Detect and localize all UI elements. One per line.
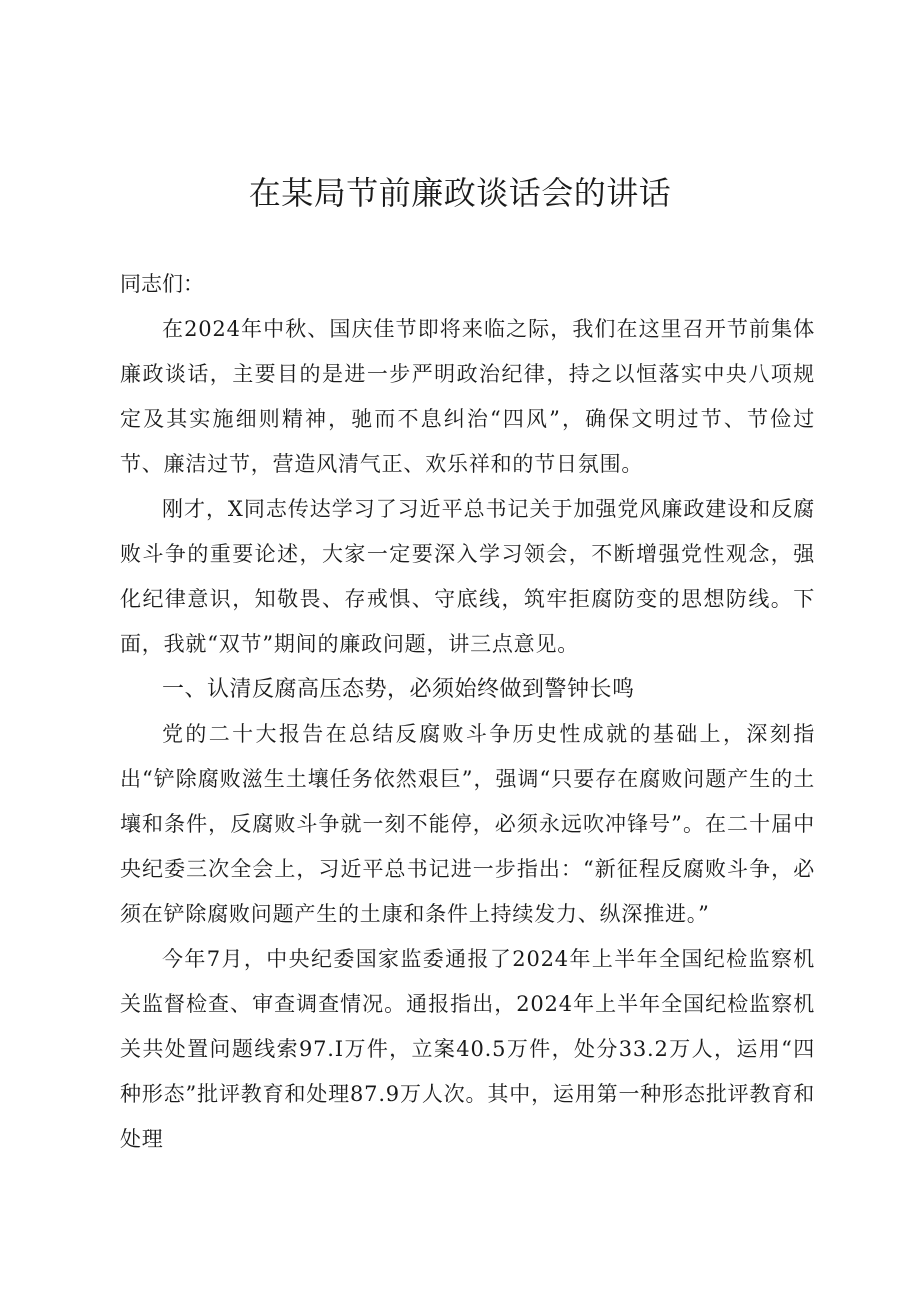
document-body <box>120 262 815 1162</box>
document-title: 在某局节前廉政谈话会的讲话 <box>248 174 672 212</box>
paragraph-section-2: 今年7月，中央纪委国家监委通报了2024年上半年全国纪检监察机关监督检查、审查调查情况。通报指出，2024年上半年全国纪检监察机关共处置问题线索97.I万件，立案40.5万件，处分33.2万人，运用“四种形态”批评教育和处理87.9万人次。其中，运用第一种形态批评教育和处理 <box>120 947 815 1151</box>
section-heading: 一、认清反腐高压态势，必须始终做到警钟长鸣 <box>162 677 635 702</box>
paragraph-intro: 在2024年中秋、国庆佳节即将来临之际，我们在这里召开节前集体廉政谈话，主要目的是进一步严明政治纪律，持之以恒落实中央八项规定及其实施细则精神，驰而不息纠治“四风”，确保文明过节、节俭过节、廉洁过节，营造风清气正、欢乐祥和的节日氛围。 <box>120 317 815 476</box>
paragraph-overview: 刚才，X同志传达学习了习近平总书记关于加强党风廉政建设和反腐败斗争的重要论述，大家一定要深入学习领会，不断增强党性观念，强化纪律意识，知敬畏、存戒惧、守底线，筑牢拒腐防变的思想防线。下面，我就“双节”期间的廉政问题，讲三点意见。 <box>120 497 815 656</box>
paragraph-section-1: 党的二十大报告在总结反腐败斗争历史性成就的基础上，深刻指出“铲除腐败滋生土壤任务依然艰巨”，强调“只要存在腐败问题产生的土壤和条件，反腐败斗争就一刻不能停，必须永远吹冲锋号”。在二十届中央纪委三次全会上，习近平总书记进一步指出：“新征程反腐败斗争，必须在铲除腐败问题产生的土康和条件上持续发力、纵深推进。” <box>120 722 815 926</box>
salutation: 同志们： <box>120 272 204 296</box>
